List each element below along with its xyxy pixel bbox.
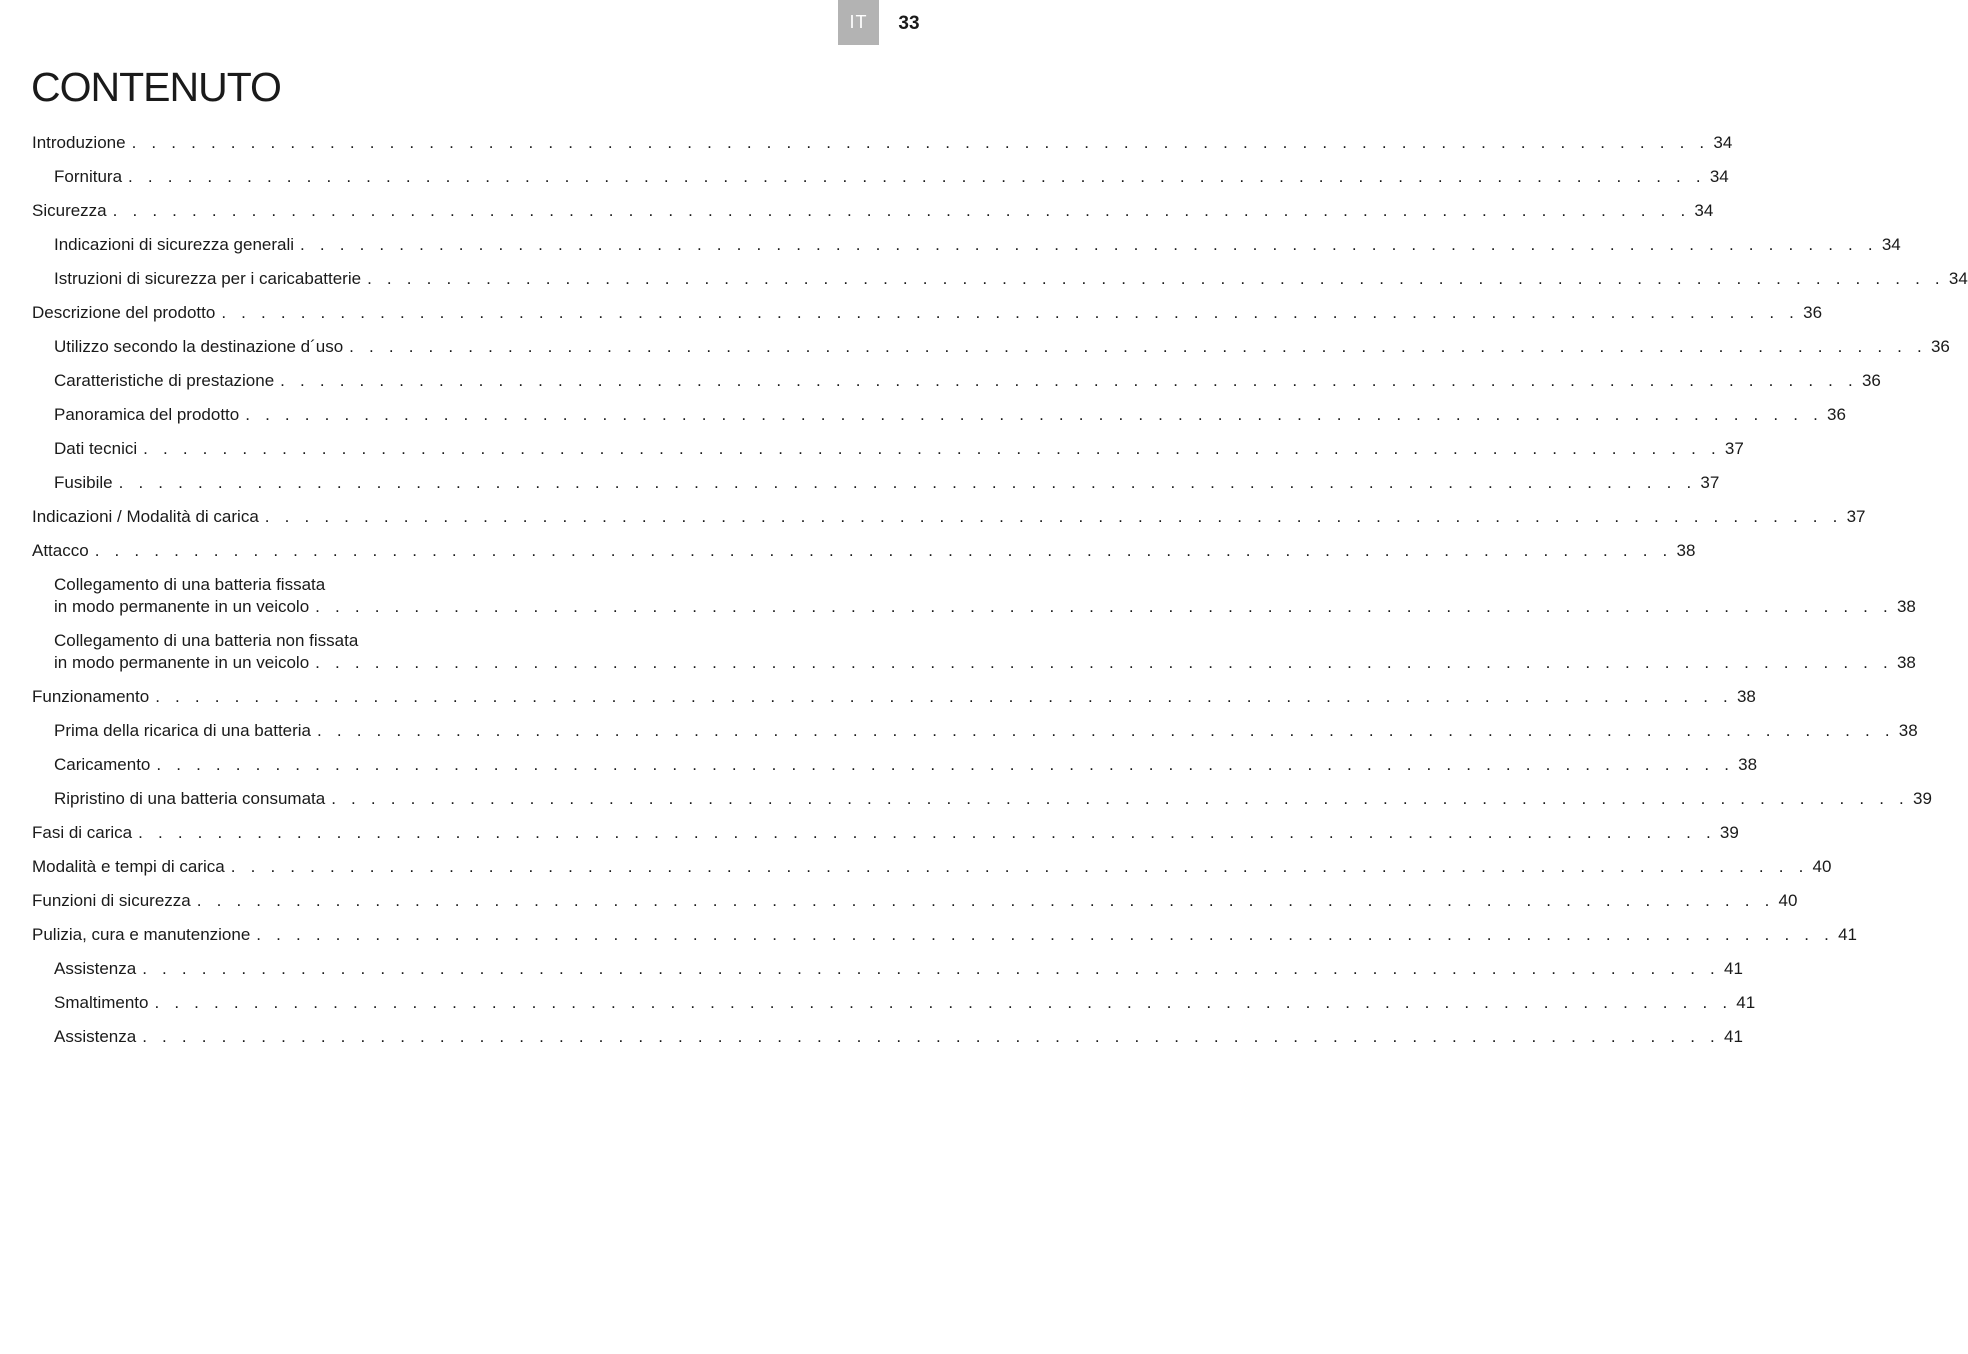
- toc-entry-label-line1: Collegamento di una batteria fissata: [54, 575, 326, 594]
- toc-entry-page: 36: [1827, 405, 1846, 424]
- toc-entry[interactable]: [54, 720, 1918, 742]
- dot-leader: . . . . . . . . . . . . . . . . . . . . . . . . . . . . . . . . . . . . . . . . . . . . . . . . . . . . . . . . . . . . . . . . . . . . . . . . . . . . . . . .: [300, 235, 1878, 254]
- dot-leader: . . . . . . . . . . . . . . . . . . . . . . . . . . . . . . . . . . . . . . . . . . . . . . . . . . . . . . . . . . . . . . . . . . . . . . . . . . . . . . . .: [280, 371, 1858, 390]
- toc-entry-page: 41: [1723, 959, 1743, 978]
- dot-leader: . . . . . . . . . . . . . . . . . . . . . . . . . . . . . . . . . . . . . . . . . . . . . . . . . . . . . . . . . . . . . . . . . . . . . . . . . . . . . . . .: [367, 269, 1945, 288]
- dot-leader: . . . . . . . . . . . . . . . . . . . . . . . . . . . . . . . . . . . . . . . . . . . . . . . . . . . . . . . . . . . . . . . . . . . . . . . . . . . . . . . .: [128, 167, 1706, 186]
- toc-entry[interactable]: [32, 924, 1857, 946]
- toc-entry[interactable]: [54, 1026, 1743, 1048]
- toc-entry[interactable]: [54, 958, 1743, 980]
- toc-entry-page: 36: [1861, 371, 1881, 390]
- toc-entry[interactable]: [54, 438, 1744, 460]
- toc-entry[interactable]: [32, 856, 1832, 878]
- toc-entry-label: Prima della ricarica di una batteria: [54, 721, 312, 740]
- toc-entry[interactable]: [54, 268, 1968, 290]
- toc-entry-label: Sicurezza: [32, 201, 107, 220]
- dot-leader: . . . . . . . . . . . . . . . . . . . . . . . . . . . . . . . . . . . . . . . . . . . . . . . . . . . . . . . . . . . . . . . . . . . . . . . . . . . . . . . .: [142, 1027, 1720, 1046]
- dot-leader: . . . . . . . . . . . . . . . . . . . . . . . . . . . . . . . . . . . . . . . . . . . . . . . . . . . . . . . . . . . . . . . . . . . . . . . . . . . . . . . .: [264, 507, 1843, 526]
- toc-entry[interactable]: [32, 686, 1756, 708]
- toc-entry-label: Fornitura: [54, 167, 123, 186]
- toc-entry-label: Fusibile: [54, 473, 113, 492]
- toc-entry-page: 38: [1896, 597, 1916, 616]
- toc-entry-label: Caratteristiche di prestazione: [54, 371, 275, 390]
- toc-entry-label: Assistenza: [54, 959, 137, 978]
- toc-entry-page: 37: [1700, 473, 1720, 492]
- dot-leader: . . . . . . . . . . . . . . . . . . . . . . . . . . . . . . . . . . . . . . . . . . . . . . . . . . . . . . . . . . . . . . . . . . . . . . . . . . . . . . . .: [118, 473, 1697, 492]
- toc-entry-label: Dati tecnici: [54, 439, 138, 458]
- toc-entry-page: 34: [1694, 201, 1714, 220]
- toc-entry-label: Funzioni di sicurezza: [32, 891, 191, 910]
- toc-entry-label: Pulizia, cura e manutenzione: [32, 925, 251, 944]
- toc-entry-page: 41: [1838, 925, 1857, 944]
- toc-entry[interactable]: [54, 574, 1916, 618]
- toc-entry-label: Utilizzo secondo la destinazione d´uso: [54, 337, 344, 356]
- toc-entry-label: Smaltimento: [54, 993, 149, 1012]
- toc-entry-page: 38: [1736, 687, 1756, 706]
- dot-leader: . . . . . . . . . . . . . . . . . . . . . . . . . . . . . . . . . . . . . . . . . . . . . . . . . . . . . . . . . . . . . . . . . . . . . . . . . . . . . . . .: [245, 405, 1824, 424]
- toc-entry-page: 38: [1676, 541, 1696, 560]
- dot-leader: . . . . . . . . . . . . . . . . . . . . . . . . . . . . . . . . . . . . . . . . . . . . . . . . . . . . . . . . . . . . . . . . . . . . . . . . . . . . . . . .: [154, 993, 1733, 1012]
- toc-entry-label: Panoramica del prodotto: [54, 405, 240, 424]
- toc-entry-label: Ripristino di una batteria consumata: [54, 789, 326, 808]
- toc-entry-label: Assistenza: [54, 1027, 137, 1046]
- toc-entry-label-line1: Collegamento di una batteria non fissata: [54, 631, 359, 650]
- toc-entry[interactable]: [54, 404, 1846, 426]
- toc-entry-label: Istruzioni di sicurezza per i caricabatterie: [54, 269, 362, 288]
- language-tab: IT: [838, 0, 879, 45]
- page-title: CONTENUTO: [31, 64, 281, 110]
- toc-entry[interactable]: [54, 630, 1916, 674]
- dot-leader: . . . . . . . . . . . . . . . . . . . . . . . . . . . . . . . . . . . . . . . . . . . . . . . . . . . . . . . . . . . . . . . . . . . . . . . . . . . . . . . .: [317, 721, 1895, 740]
- toc-entry-page: 41: [1736, 993, 1756, 1012]
- toc-entry-label: Attacco: [32, 541, 89, 560]
- dot-leader: . . . . . . . . . . . . . . . . . . . . . . . . . . . . . . . . . . . . . . . . . . . . . . . . . . . . . . . . . . . . . . . . . . . . . . . . . . . . . . . .: [331, 789, 1909, 808]
- toc-entry-page: 34: [1948, 269, 1968, 288]
- dot-leader: . . . . . . . . . . . . . . . . . . . . . . . . . . . . . . . . . . . . . . . . . . . . . . . . . . . . . . . . . . . . . . . . . . . . . . . . . . . . . . . .: [131, 133, 1710, 152]
- toc-entry-label: in modo permanente in un veicolo: [54, 597, 310, 616]
- toc-entry[interactable]: [54, 754, 1758, 776]
- dot-leader: . . . . . . . . . . . . . . . . . . . . . . . . . . . . . . . . . . . . . . . . . . . . . . . . . . . . . . . . . . . . . . . . . . . . . . . . . . . . . . . .: [230, 857, 1809, 876]
- toc-entry-label: Indicazioni di sicurezza generali: [54, 235, 295, 254]
- dot-leader: . . . . . . . . . . . . . . . . . . . . . . . . . . . . . . . . . . . . . . . . . . . . . . . . . . . . . . . . . . . . . . . . . . . . . . . . . . . . . . . .: [155, 687, 1733, 706]
- dot-leader: . . . . . . . . . . . . . . . . . . . . . . . . . . . . . . . . . . . . . . . . . . . . . . . . . . . . . . . . . . . . . . . . . . . . . . . . . . . . . . . .: [142, 959, 1720, 978]
- toc-entry[interactable]: [32, 132, 1733, 154]
- toc-entry[interactable]: [32, 506, 1866, 528]
- toc-entry-page: 40: [1812, 857, 1832, 876]
- toc-entry-page: 38: [1738, 755, 1758, 774]
- toc-entry-label: Caricamento: [54, 755, 151, 774]
- toc-entry[interactable]: [32, 302, 1823, 324]
- dot-leader: . . . . . . . . . . . . . . . . . . . . . . . . . . . . . . . . . . . . . . . . . . . . . . . . . . . . . . . . . . . . . . . . . . . . . . . . . . . . . . . .: [315, 597, 1893, 616]
- toc-entry-page: 34: [1881, 235, 1901, 254]
- toc-entry[interactable]: [54, 788, 1932, 810]
- toc-entry-label: Funzionamento: [32, 687, 150, 706]
- toc-entry-page: 36: [1930, 337, 1950, 356]
- dot-leader: . . . . . . . . . . . . . . . . . . . . . . . . . . . . . . . . . . . . . . . . . . . . . . . . . . . . . . . . . . . . . . . . . . . . . . . . . . . . . . . .: [94, 541, 1673, 560]
- dot-leader: . . . . . . . . . . . . . . . . . . . . . . . . . . . . . . . . . . . . . . . . . . . . . . . . . . . . . . . . . . . . . . . . . . . . . . . . . . . . . . . .: [156, 755, 1735, 774]
- dot-leader: . . . . . . . . . . . . . . . . . . . . . . . . . . . . . . . . . . . . . . . . . . . . . . . . . . . . . . . . . . . . . . . . . . . . . . . . . . . . . . . .: [256, 925, 1835, 944]
- toc-entry-label: Descrizione del prodotto: [32, 303, 216, 322]
- toc-entry[interactable]: [32, 200, 1714, 222]
- toc-entry-page: 37: [1724, 439, 1744, 458]
- toc-entry-page: 41: [1723, 1027, 1743, 1046]
- toc-entry-page: 38: [1898, 721, 1918, 740]
- toc-entry[interactable]: [54, 992, 1756, 1014]
- dot-leader: . . . . . . . . . . . . . . . . . . . . . . . . . . . . . . . . . . . . . . . . . . . . . . . . . . . . . . . . . . . . . . . . . . . . . . . . . . . . . . . .: [112, 201, 1691, 220]
- dot-leader: . . . . . . . . . . . . . . . . . . . . . . . . . . . . . . . . . . . . . . . . . . . . . . . . . . . . . . . . . . . . . . . . . . . . . . . . . . . . . . . .: [315, 653, 1893, 672]
- dot-leader: . . . . . . . . . . . . . . . . . . . . . . . . . . . . . . . . . . . . . . . . . . . . . . . . . . . . . . . . . . . . . . . . . . . . . . . . . . . . . . . .: [221, 303, 1800, 322]
- toc-entry-label: Fasi di carica: [32, 823, 133, 842]
- toc-entry-page: 34: [1713, 133, 1733, 152]
- toc-entry-page: 38: [1896, 653, 1916, 672]
- toc-entry-page: 34: [1709, 167, 1729, 186]
- dot-leader: . . . . . . . . . . . . . . . . . . . . . . . . . . . . . . . . . . . . . . . . . . . . . . . . . . . . . . . . . . . . . . . . . . . . . . . . . . . . . . . .: [196, 891, 1775, 910]
- toc-entry[interactable]: [54, 234, 1901, 256]
- toc-entry[interactable]: [54, 472, 1720, 494]
- table-of-contents: [32, 132, 1968, 1060]
- toc-entry[interactable]: [54, 166, 1729, 188]
- toc-entry-label: Modalità e tempi di carica: [32, 857, 225, 876]
- toc-entry-page: 37: [1846, 507, 1866, 526]
- toc-entry[interactable]: [32, 890, 1798, 912]
- dot-leader: . . . . . . . . . . . . . . . . . . . . . . . . . . . . . . . . . . . . . . . . . . . . . . . . . . . . . . . . . . . . . . . . . . . . . . . . . . . . . . . .: [349, 337, 1927, 356]
- dot-leader: . . . . . . . . . . . . . . . . . . . . . . . . . . . . . . . . . . . . . . . . . . . . . . . . . . . . . . . . . . . . . . . . . . . . . . . . . . . . . . . .: [143, 439, 1721, 458]
- toc-entry[interactable]: [54, 336, 1950, 358]
- toc-entry-label: Introduzione: [32, 133, 126, 152]
- toc-entry-page: 40: [1778, 891, 1798, 910]
- toc-entry-label: in modo permanente in un veicolo: [54, 653, 310, 672]
- toc-entry[interactable]: [32, 822, 1739, 844]
- toc-entry-page: 39: [1719, 823, 1739, 842]
- toc-entry[interactable]: [54, 370, 1881, 392]
- page-number: 33: [898, 13, 920, 34]
- dot-leader: . . . . . . . . . . . . . . . . . . . . . . . . . . . . . . . . . . . . . . . . . . . . . . . . . . . . . . . . . . . . . . . . . . . . . . . . . . . . . . . .: [138, 823, 1716, 842]
- toc-entry-page: 39: [1912, 789, 1932, 808]
- toc-entry-page: 36: [1803, 303, 1823, 322]
- toc-entry-label: Indicazioni / Modalità di carica: [32, 507, 259, 526]
- toc-entry[interactable]: [32, 540, 1696, 562]
